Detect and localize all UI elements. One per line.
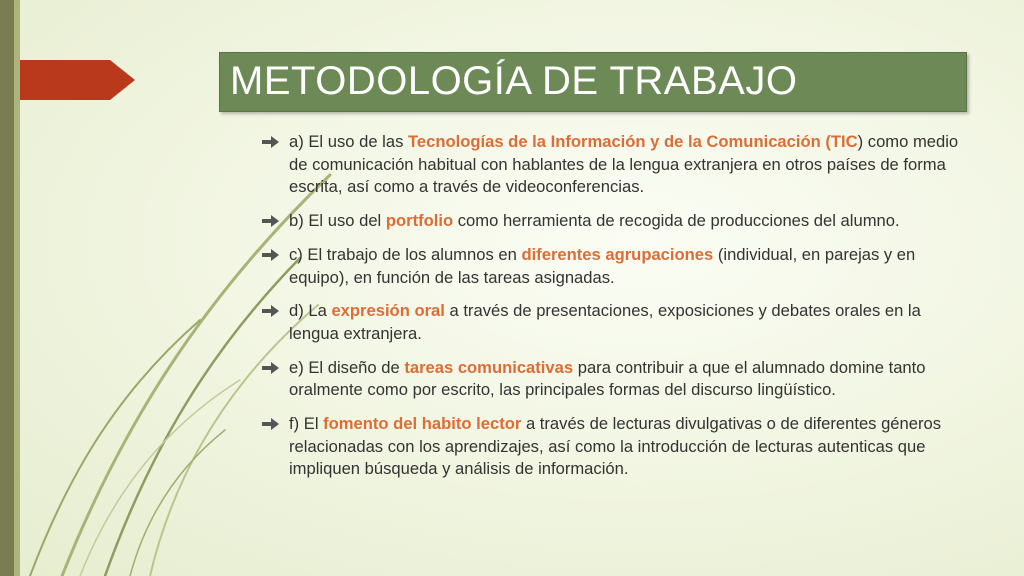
arrow-bullet-icon — [262, 215, 279, 227]
list-item — [262, 413, 962, 481]
bullet-list — [262, 131, 962, 492]
arrow-bullet-icon — [262, 136, 279, 148]
arrow-bullet-icon — [262, 249, 279, 261]
bullet-highlight: portfolio — [385, 211, 454, 231]
list-item — [262, 357, 962, 402]
bullet-text: a través de presentaciones, exposiciones y debates orales en la lengua extranjera. — [289, 301, 921, 343]
arrow-bullet-icon — [262, 305, 279, 317]
bullet-text: a) El uso de las — [289, 132, 408, 151]
bullet-text: para contribuir a que el alumnado domine tanto oralmente como por escrito, las principales formas del discurso lingüístico. — [289, 357, 926, 400]
bullet-highlight: fomento del habito lector — [323, 414, 522, 434]
red-arrow-shape — [20, 60, 135, 100]
bullet-text: a través de lecturas divulgativas o de diferentes géneros relacionadas con los aprendizajes, así como la introducción de lecturas autenticas que impliquen búsqueda y análisis de información. — [289, 414, 942, 479]
bullet-highlight: expresión oral — [331, 301, 445, 321]
bullet-text: f) El — [289, 414, 324, 434]
bullet-text: ) como medio de comunicación habitual con hablantes de la lengua extranjera en otros países de forma escrita, así como a través de videoconferencias. — [289, 132, 959, 197]
title-banner — [219, 52, 967, 112]
bullet-highlight: tareas comunicativas — [404, 357, 574, 377]
bullet-text: (individual, en parejas y en equipo), en función de las tareas asignadas. — [289, 244, 916, 287]
list-item — [262, 300, 962, 345]
list-item — [262, 131, 962, 199]
page-title: METODOLOGÍA DE TRABAJO — [230, 59, 798, 103]
arrow-bullet-icon — [262, 362, 279, 374]
arrow-bullet-icon — [262, 418, 279, 430]
bullet-highlight: diferentes agrupaciones — [521, 244, 714, 264]
bullet-text: como herramienta de recogida de producciones del alumno. — [453, 211, 900, 231]
bullet-highlight: Tecnologías de la Información y de la Comunicación (TIC — [407, 132, 858, 151]
list-item — [262, 244, 962, 289]
bullet-text: e) El diseño de — [289, 357, 405, 377]
bullet-text: b) El uso del — [289, 211, 386, 231]
bullet-text: c) El trabajo de los alumnos en — [289, 244, 522, 264]
list-item — [262, 210, 962, 233]
bullet-text: d) La — [289, 301, 332, 321]
